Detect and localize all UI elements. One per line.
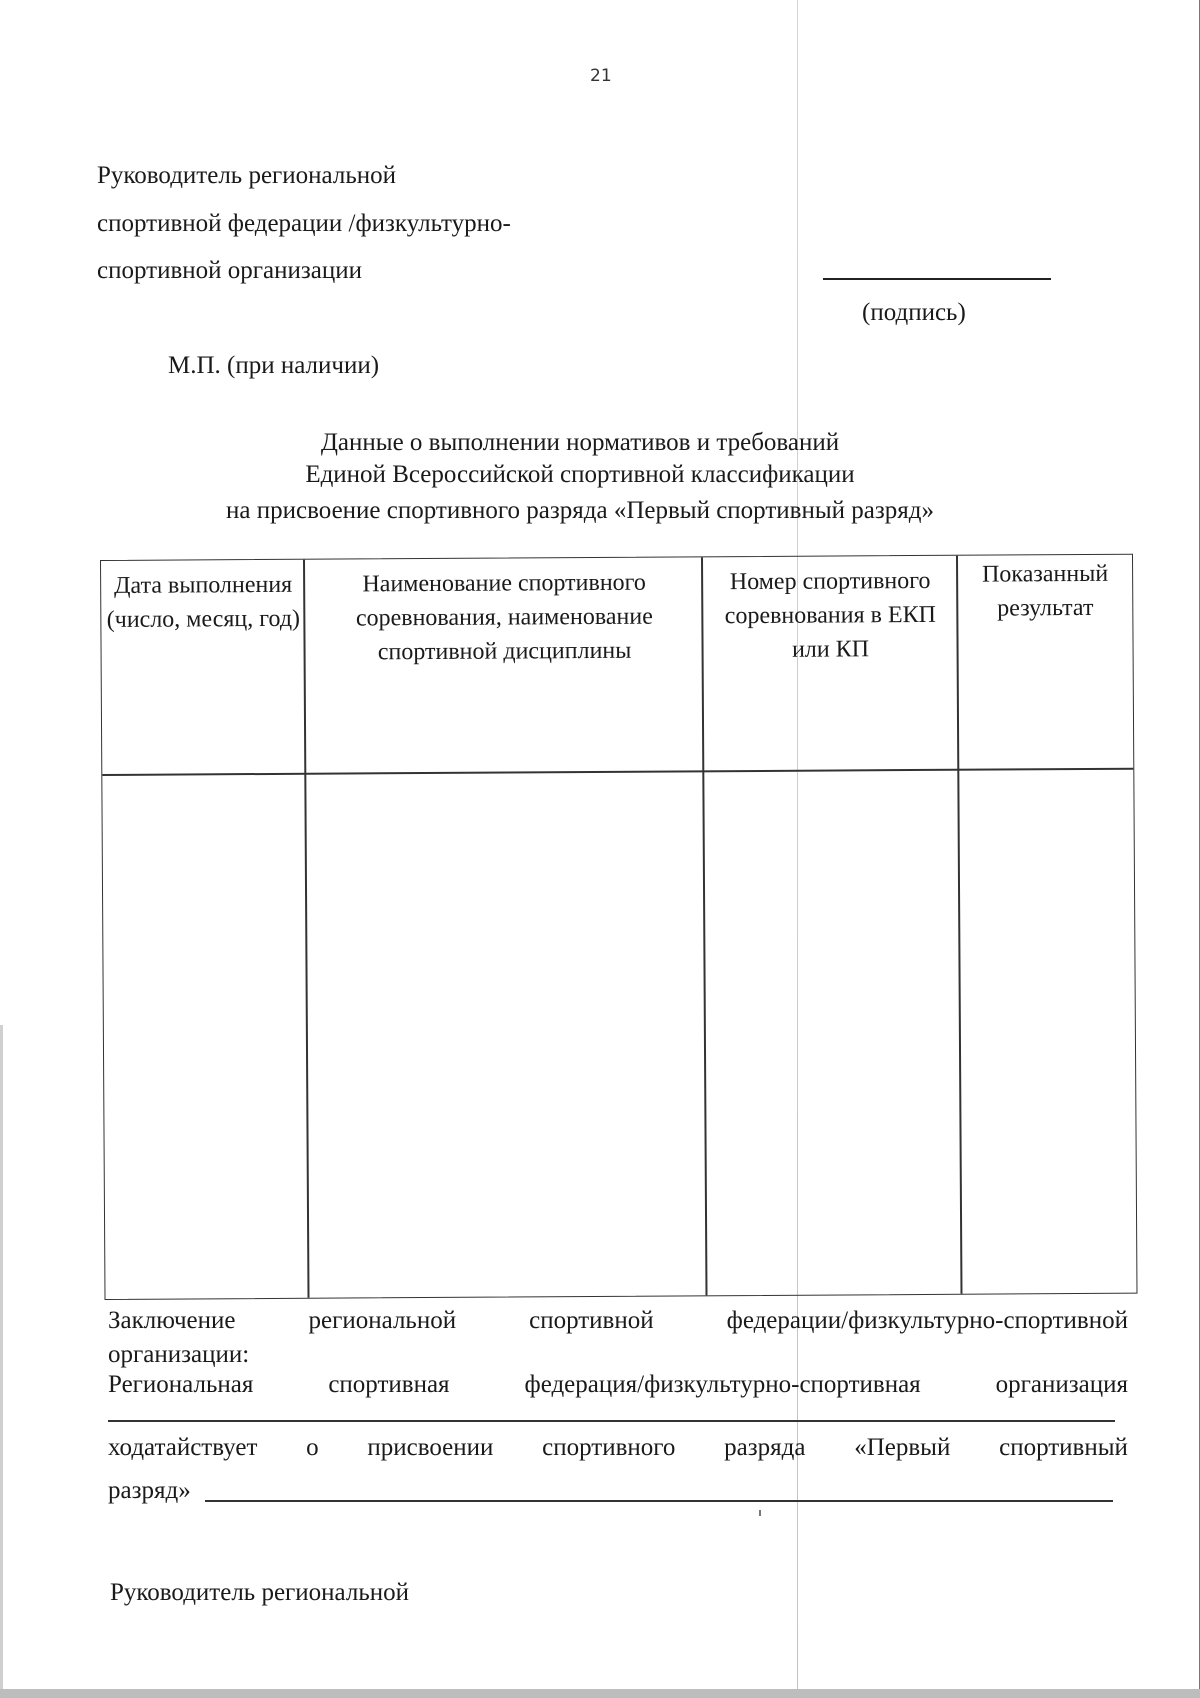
table-row xyxy=(102,770,1136,1299)
signatory-title-line-2: спортивной федерации /физкультурно- xyxy=(97,210,511,237)
column-header-competition: Наименование спортивного соревнования, наименование спортивной дисциплины xyxy=(355,569,653,666)
conclusion-line-1 xyxy=(108,1308,1128,1333)
footer-signatory-title: Руководитель региональной xyxy=(110,1579,409,1606)
conclusion-line-2: организации: xyxy=(108,1341,250,1368)
conclusion-word: присвоении xyxy=(367,1434,494,1461)
conclusion-word: региональной xyxy=(308,1307,457,1334)
conclusion-word: ходатайствует xyxy=(108,1434,258,1461)
conclusion-word: федерации/физкультурно-спортивной xyxy=(726,1307,1128,1334)
conclusion-word: спортивный xyxy=(999,1434,1128,1461)
conclusion-word: разряда xyxy=(724,1434,806,1461)
conclusion-line-5: разряд» xyxy=(108,1477,191,1504)
page-number: 21 xyxy=(590,66,612,86)
stamp-note: М.П. (при наличии) xyxy=(168,352,380,379)
conclusion-word: спортивная xyxy=(328,1371,450,1398)
column-header-date: Дата выполнения (число, месяц, год) xyxy=(106,571,301,633)
conclusion-line-3 xyxy=(108,1372,1128,1397)
scan-edge-bottom xyxy=(0,1689,1200,1698)
signature-line xyxy=(823,278,1051,280)
results-table xyxy=(100,554,1138,1300)
conclusion-word: организация xyxy=(995,1371,1128,1398)
conclusion-word: спортивного xyxy=(542,1434,676,1461)
section-title-line-2: Единой Всероссийской спортивной классификации xyxy=(305,461,855,488)
column-header-result: Показанный результат xyxy=(981,560,1109,622)
blank-fill-line xyxy=(108,1420,1115,1422)
conclusion-word: спортивной xyxy=(529,1307,654,1334)
conclusion-word: «Первый xyxy=(854,1434,951,1461)
conclusion-word: федерация/физкультурно-спортивная xyxy=(524,1371,921,1398)
conclusion-word: Заключение xyxy=(108,1307,236,1334)
section-title-line-1: Данные о выполнении нормативов и требований xyxy=(320,429,840,456)
conclusion-word: о xyxy=(306,1434,319,1461)
conclusion-word: Региональная xyxy=(108,1371,254,1398)
section-title-line-3: на присвоение спортивного разряда «Первый спортивный разряд» xyxy=(226,497,934,524)
scan-speck xyxy=(759,1510,761,1516)
signatory-title-line-1: Руководитель региональной xyxy=(97,162,396,189)
column-header-ekp-number: Номер спортивного соревнования в ЕКП или КП xyxy=(724,567,937,663)
signatory-title-line-3: спортивной организации xyxy=(97,257,362,284)
signature-caption: (подпись) xyxy=(862,299,966,326)
blank-fill-line xyxy=(205,1500,1113,1502)
scan-edge-left xyxy=(0,1025,3,1690)
conclusion-line-4 xyxy=(108,1435,1128,1460)
